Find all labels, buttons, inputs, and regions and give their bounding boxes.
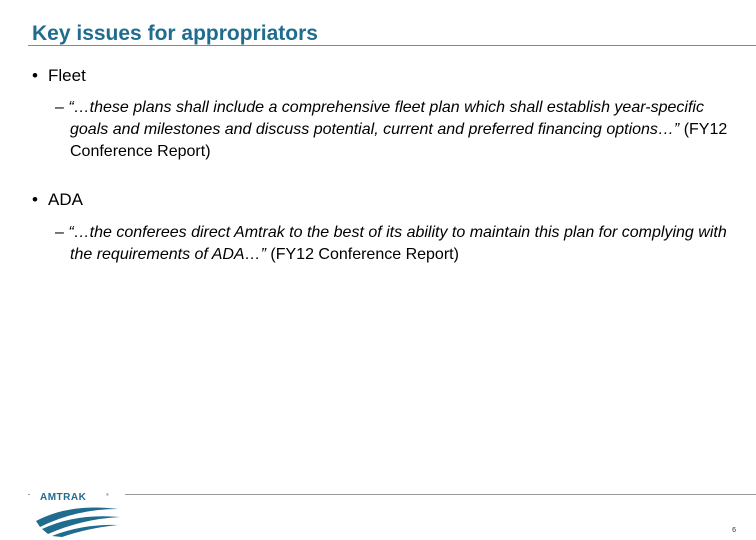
sub-bullet-fleet: – “…these plans shall include a comprehensive fleet plan which shall establish year-specific goals and milestones and discuss potential, current and preferred financing options…” (FY12 Conference Report): [55, 99, 728, 160]
bullet-marker: •: [32, 66, 38, 85]
quote-text: “…the conferees direct Amtrak to the best of its ability to maintain this plan for complying with the requirements of ADA…”: [68, 224, 727, 263]
quote-text: “…these plans shall include a comprehensive fleet plan which shall establish year-specific goals and milestones and discuss potential, current and preferred financing options…”: [68, 99, 704, 138]
svg-text:®: ®: [106, 492, 109, 497]
bullet-fleet: [32, 66, 86, 86]
amtrak-logo: [30, 487, 125, 537]
slide-title: Key issues for appropriators: [32, 22, 318, 45]
bullet-label: ADA: [48, 190, 83, 209]
bullet-ada: [32, 190, 83, 210]
footer-divider: [28, 494, 756, 495]
bullet-marker: •: [32, 190, 38, 209]
page-number: 6: [732, 527, 736, 534]
quote-source: (FY12 Conference Report): [270, 246, 459, 263]
quote-source: (FY12 Conference Report): [70, 121, 728, 160]
logo-wordmark: AMTRAK: [40, 492, 87, 503]
title-divider: [28, 45, 756, 46]
bullet-label: Fleet: [48, 66, 86, 85]
sub-bullet-ada: – “…the conferees direct Amtrak to the best of its ability to maintain this plan for complying with the requirements of ADA…” (FY12 Conference Report): [55, 224, 727, 263]
